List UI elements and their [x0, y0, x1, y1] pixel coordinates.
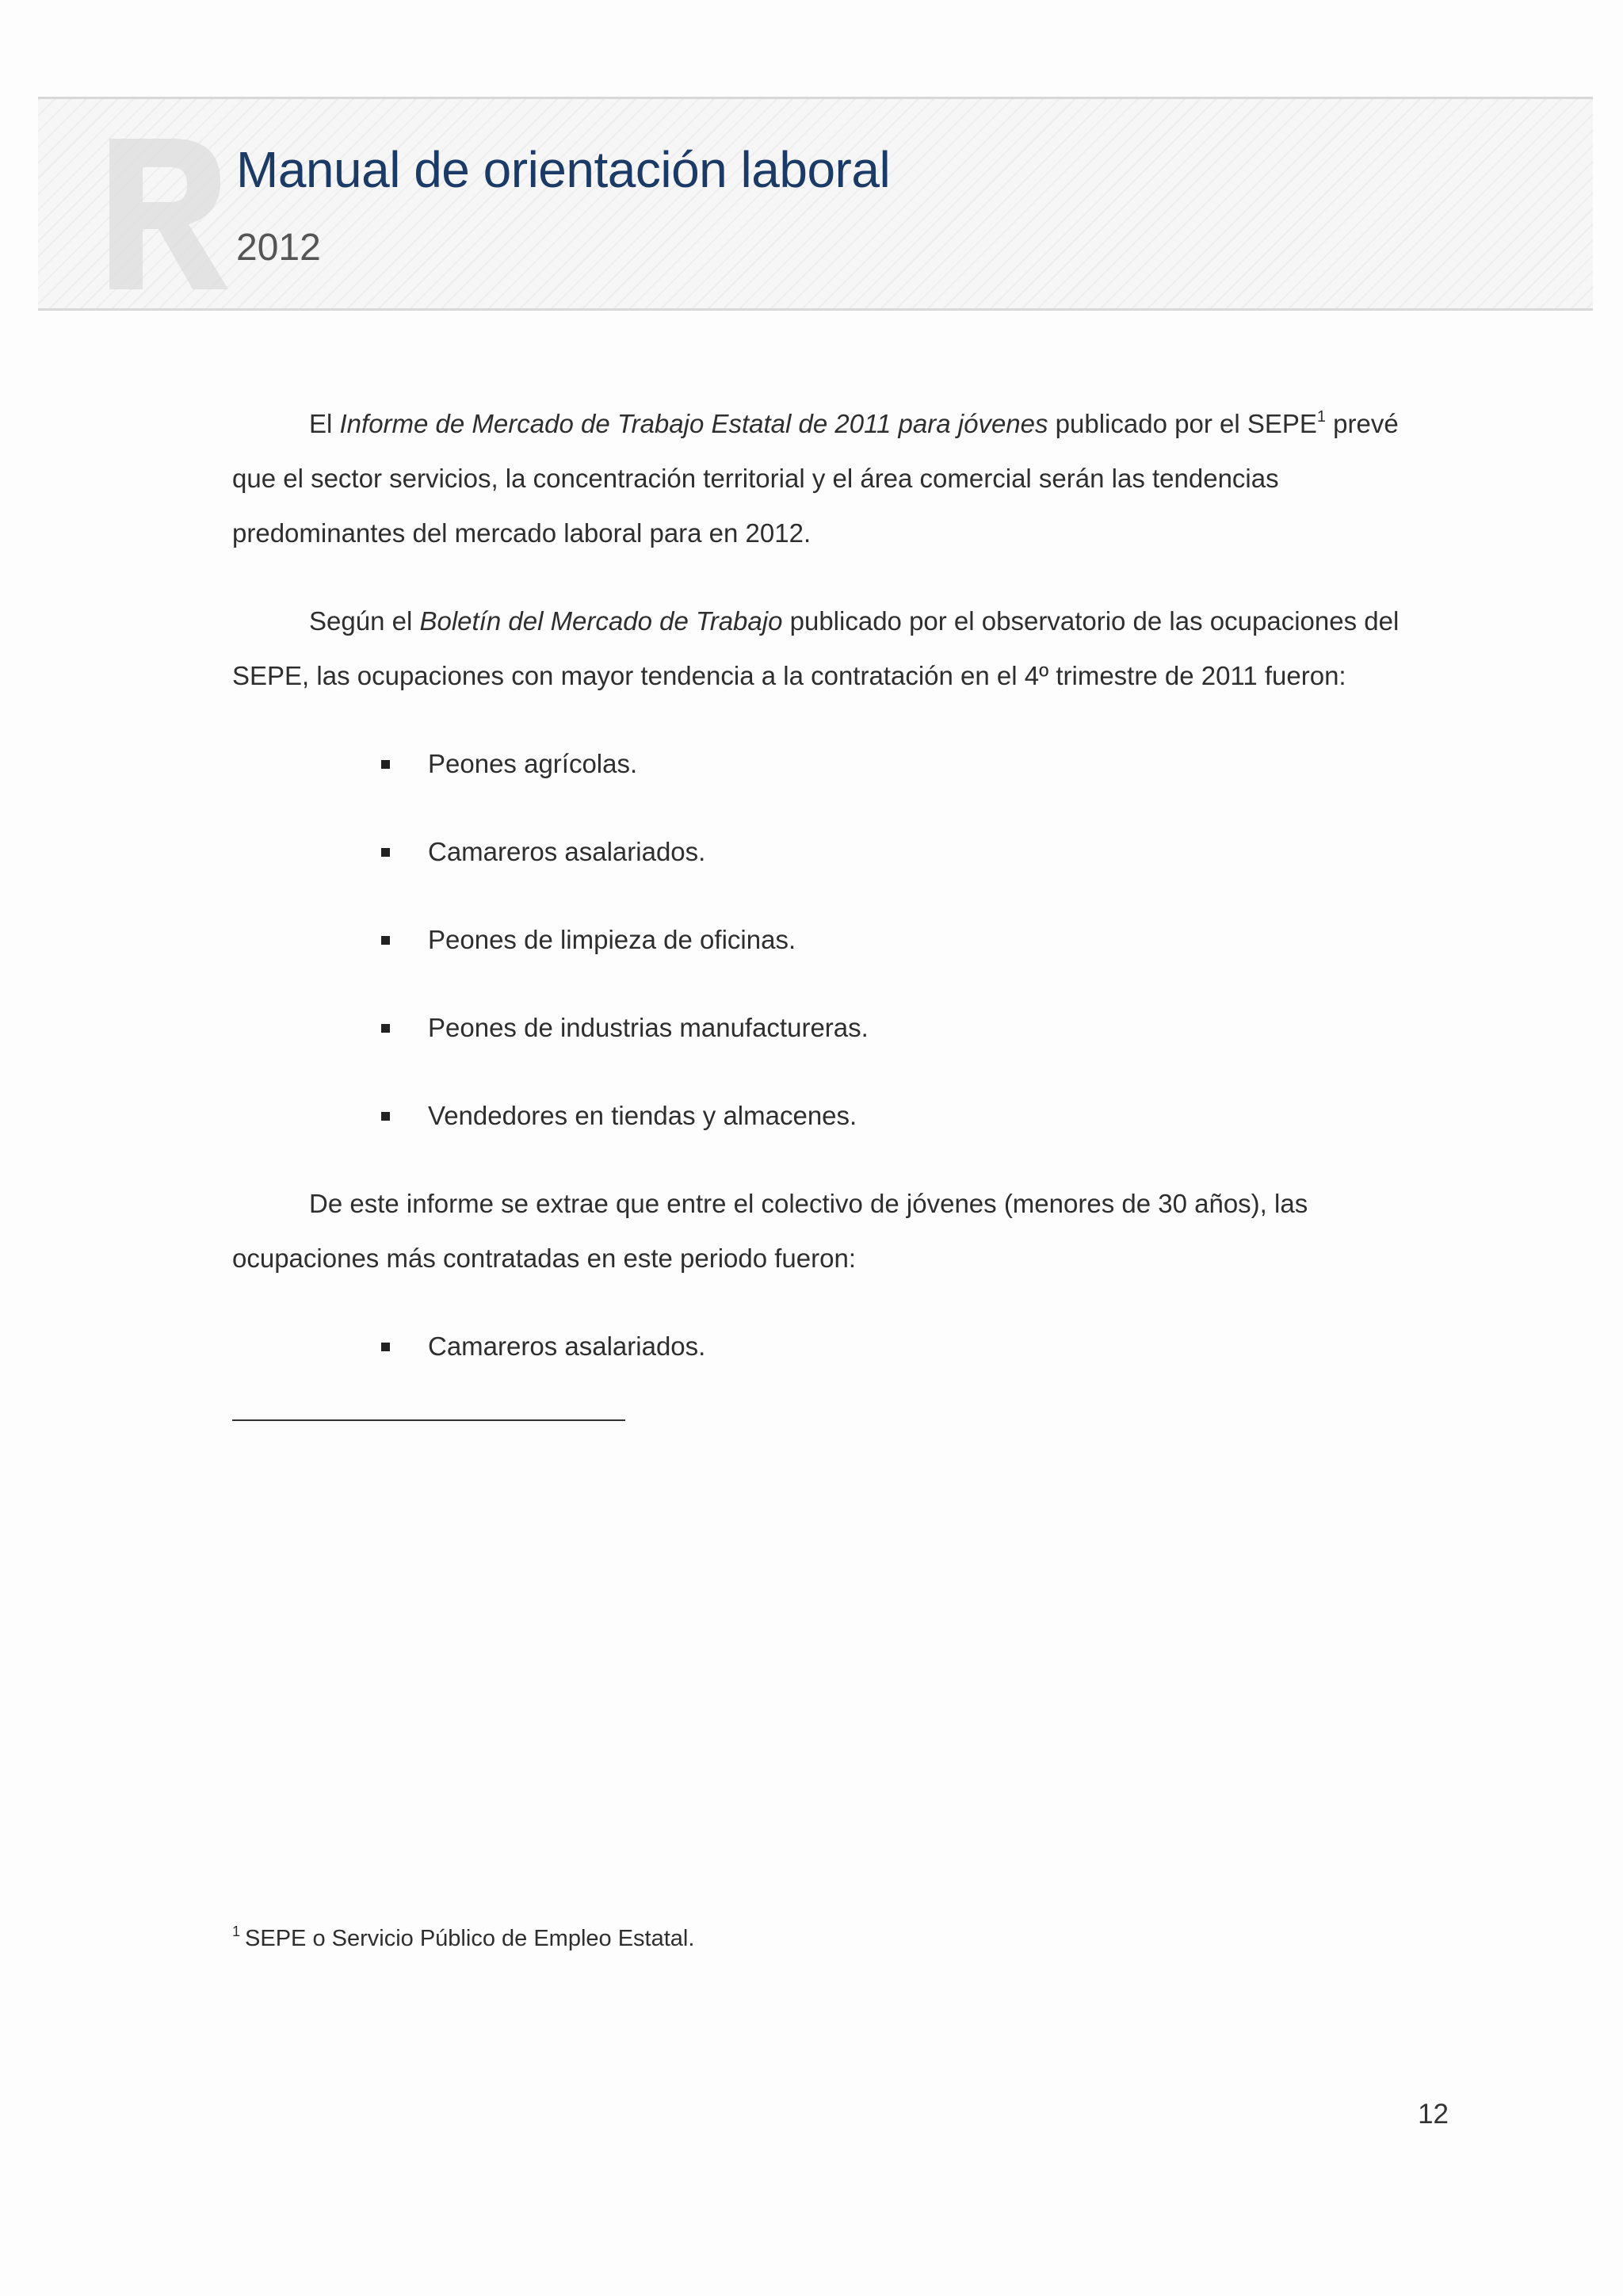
youth-occupations-list [232, 1319, 1449, 1373]
paragraph-text: publicado por el observatorio de las ocupaciones del SEPE, las ocupaciones con mayor tendencia a la contratación en el 4º trimestre de 2011 fueron: [232, 606, 1400, 690]
paragraph-text: El [309, 409, 340, 438]
footnote [232, 1924, 694, 1952]
footnote-number: 1 [232, 1924, 241, 1939]
document-year: 2012 [236, 227, 321, 269]
footnote-text: SEPE o Servicio Público de Empleo Estatal. [245, 1926, 695, 1951]
occupations-list [232, 736, 1449, 1143]
list-item [232, 736, 1449, 791]
list-item-text: Peones agrícolas. [428, 749, 638, 778]
r-logo-watermark-icon [86, 123, 244, 297]
square-bullet-icon [381, 760, 390, 769]
footnote-separator [232, 1419, 625, 1421]
list-item-text: Camareros asalariados. [428, 1331, 706, 1361]
document-title: Manual de orientación laboral [236, 141, 891, 198]
list-item-text: Peones de industrias manufactureras. [428, 1013, 869, 1042]
square-bullet-icon [381, 1024, 390, 1033]
list-item [232, 824, 1449, 879]
list-item-text: Vendedores en tiendas y almacenes. [428, 1101, 857, 1130]
square-bullet-icon [381, 848, 390, 857]
page-number: 12 [1418, 2099, 1449, 2130]
square-bullet-icon [381, 1112, 390, 1121]
list-item [232, 1088, 1449, 1143]
list-item-text: Camareros asalariados. [428, 837, 706, 866]
list-item [232, 1000, 1449, 1055]
square-bullet-icon [381, 936, 390, 945]
list-item-text: Peones de limpieza de oficinas. [428, 925, 796, 954]
paragraph-informe [232, 396, 1449, 560]
paragraph-text: Según el [309, 606, 420, 636]
footnote-reference[interactable]: 1 [1316, 408, 1327, 426]
paragraph-text: prevé que el sector servicios, la concentración territorial y el área comercial serán las tendencias predominantes del mercado laboral para en 2012. [232, 409, 1399, 548]
list-item [232, 912, 1449, 967]
bulletin-title: Boletín del Mercado de Trabajo [419, 606, 783, 636]
square-bullet-icon [381, 1343, 390, 1351]
report-title: Informe de Mercado de Trabajo Estatal de 2011 para jóvenes [339, 409, 1048, 438]
paragraph-boletin [232, 594, 1449, 703]
document-header [38, 97, 1593, 311]
paragraph-text: publicado por el SEPE [1048, 409, 1317, 438]
paragraph-jovenes: De este informe se extrae que entre el colectivo de jóvenes (menores de 30 años), las ocupaciones más contratadas en este periodo fueron: [232, 1189, 1308, 1273]
list-item [232, 1319, 1449, 1373]
page-body [232, 396, 1449, 1407]
